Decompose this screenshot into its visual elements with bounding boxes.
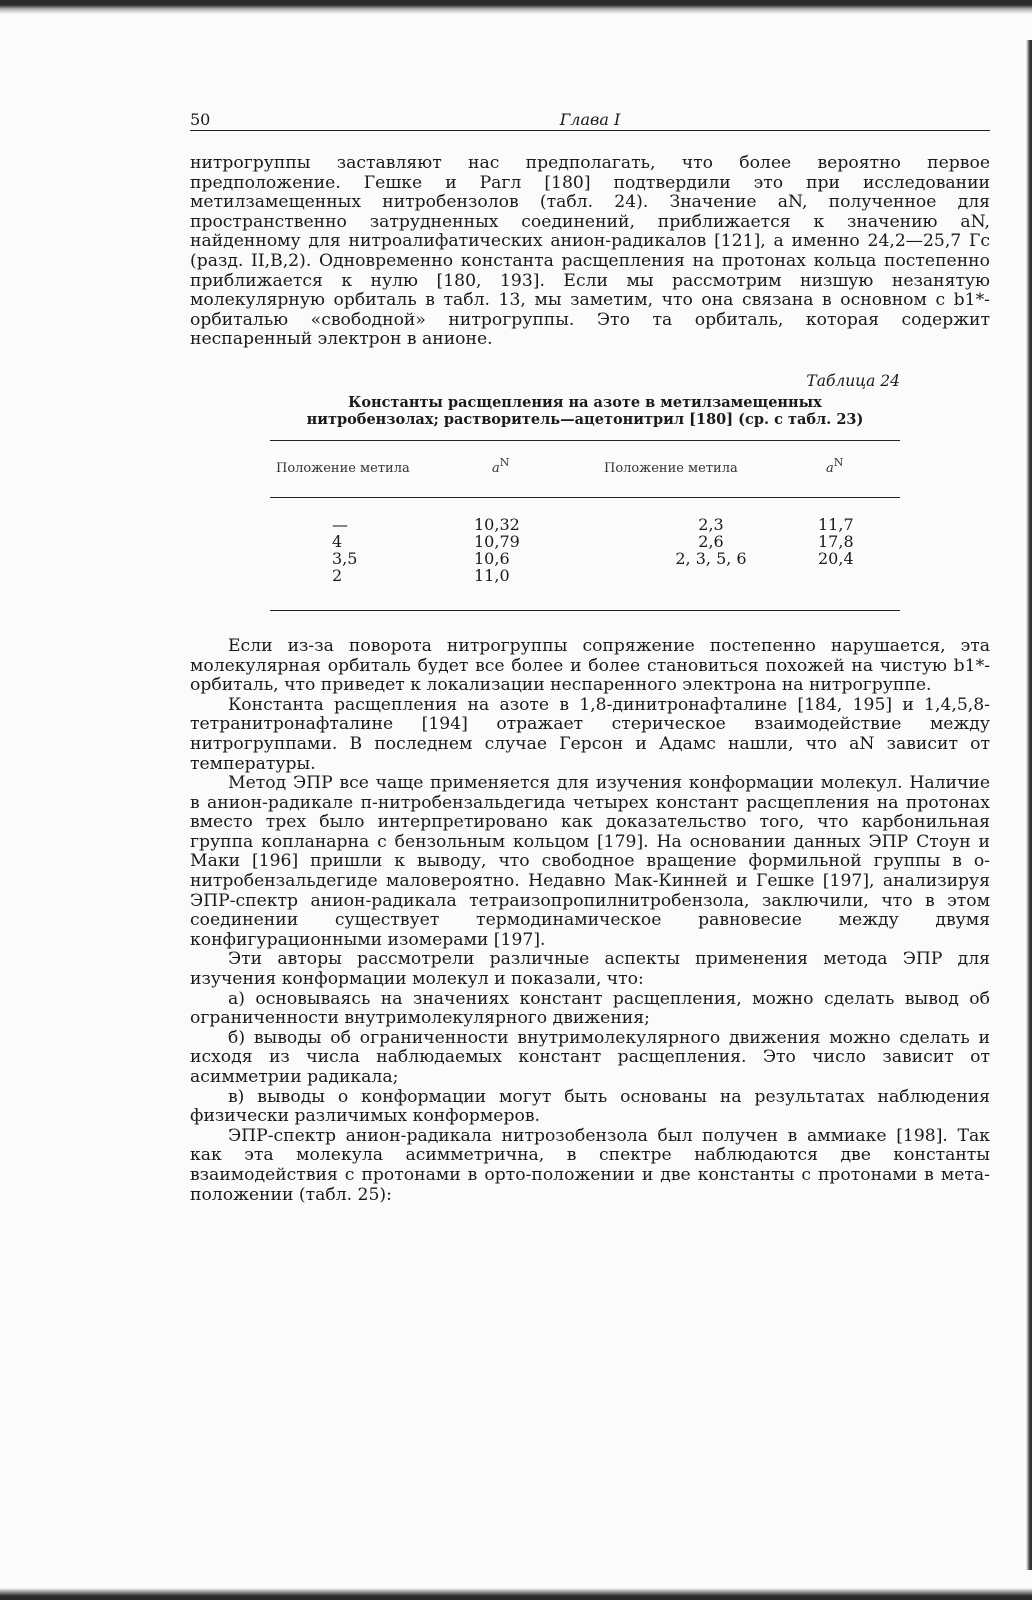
header-aN-symbol: a (492, 460, 500, 476)
table-cell: 2, 3, 5, 6 (675, 548, 747, 568)
scan-border-bottom (0, 1588, 1032, 1600)
running-head (190, 108, 990, 130)
table-title-line-2: нитробензолах; растворитель—ацетонитрил [180] (ср. с табл. 23) (306, 410, 864, 428)
paragraph-3: Константа расщепления на азоте в 1,8-динитронафталине [184, 195] и 1,4,5,8-тетранитронафталине [194] отражает стерическое взаимодействие между нитрогруппами. В последнем случае Герсон и Адамс нашли, что aN зависит от температуры. (190, 694, 990, 774)
header-aN-superscript: N (499, 455, 510, 469)
list-item-a: а) основываясь на значениях констант расщепления, можно сделать вывод об ограниченности внутримолекулярного движения; (190, 988, 990, 1029)
table-cell: 10,6 (474, 548, 510, 568)
table-24 (270, 372, 900, 611)
table-label: Таблица 24 (806, 371, 900, 390)
list-item-b: б) выводы об ограниченности внутримолекулярного движения можно сделать и исходя из числа наблюдаемых констант расщепления. Это число зависит от асимметрии радикала; (190, 1027, 990, 1087)
page-number: 50 (190, 110, 211, 129)
scan-border-top (0, 0, 1032, 14)
table-cell: 2 (332, 565, 343, 585)
column-aN-left (474, 516, 520, 584)
table-title (270, 394, 900, 428)
header-rule (190, 130, 990, 131)
paragraph-9: ЭПР-спектр анион-радикала нитрозобензола был получен в аммиаке [198]. Так как эта молекула асимметрична, в спектре наблюдаются две константы взаимодействия с протонами в орто-положении и две константы с протонами в мета-положении (табл. 25): (190, 1125, 990, 1205)
header-aN-symbol-2: a (826, 460, 834, 476)
book-page (190, 108, 990, 1205)
paragraph-1: нитрогруппы заставляют нас предполагать, что более вероятно первое предположение. Гешке и Рагл [180] подтвердили это при исследовании метилзамещенных нитробензолов (табл. 24). Значение aN, полученное для пространственно затрудненных соединений, приближается к значению aN, найденному для нитроалифатических анион-радикалов [121], а именно 24,2—25,7 Гс (разд. II,В,2). Одновременно константа расщепления на протонах кольца постепенно приближается к нулю [180, 193]. Если мы рассмотрим низшую незанятую молекулярную орбиталь в табл. 13, мы заметим, что она связана в основном с b1*-орбиталью «свободной» нитрогруппы. Это та орбиталь, которая содержит неспаренный электрон в анионе. (190, 153, 990, 350)
header-aN-right (826, 455, 844, 476)
table-cell: 2,6 (698, 531, 724, 551)
header-position-right: Положение метила (604, 460, 738, 476)
column-position-left (332, 516, 382, 584)
header-position-left: Положение метила (276, 460, 410, 476)
column-position-right (646, 516, 776, 567)
table-body (270, 498, 900, 610)
table-cell: 11,0 (474, 565, 510, 585)
table-cell: 17,8 (818, 531, 854, 551)
table-bottom-rule (270, 610, 900, 611)
table-cell: 20,4 (818, 548, 854, 568)
column-aN-right (818, 516, 854, 567)
paragraph-5: Эти авторы рассмотрели различные аспекты применения метода ЭПР для изучения конформации молекул и показали, что: (190, 949, 990, 990)
table-header (270, 441, 900, 497)
table-cell: 4 (332, 531, 343, 551)
chapter-title: Глава I (559, 110, 621, 129)
table-cell: 10,79 (474, 531, 520, 551)
paragraph-4: Метод ЭПР все чаще применяется для изучения конформации молекул. Наличие в анион-радикале п-нитробензальдегида четырех констант расщепления на протонах вместо трех было интерпретировано как доказательство того, что карбонильная группа копланарна с бензольным кольцом [179]. На основании данных ЭПР Стоун и Маки [196] пришли к выводу, что свободное вращение формильной группы в о-нитробензальдегиде маловероятно. Недавно Мак-Кинней и Гешке [197], анализируя ЭПР-спектр анион-радикала тетраизопропилнитробензола, заключили, что в этом соединении существует термодинамическое равновесие между двумя конфигурационными изомерами [197]. (190, 773, 990, 950)
paragraph-2: Если из-за поворота нитрогруппы сопряжение постепенно нарушается, эта молекулярная орбиталь будет все более и более становиться похожей на чистую b1*-орбиталь, что приведет к локализации неспаренного электрона на нитрогруппе. (190, 635, 990, 696)
scan-border-right (1026, 40, 1032, 1570)
table-cell: 2,3 (698, 514, 724, 534)
header-aN-superscript-2: N (833, 455, 844, 469)
table-title-line-1: Константы расщепления на азоте в метилзамещенных (348, 393, 822, 411)
table-cell: 10,32 (474, 514, 520, 534)
table-cell: 11,7 (818, 514, 854, 534)
table-cell: — (332, 514, 348, 534)
table-cell: 3,5 (332, 548, 358, 568)
list-item-c: в) выводы о конформации могут быть основаны на результатах наблюдения физически различимых конформеров. (190, 1086, 990, 1127)
header-aN-left (492, 455, 510, 476)
